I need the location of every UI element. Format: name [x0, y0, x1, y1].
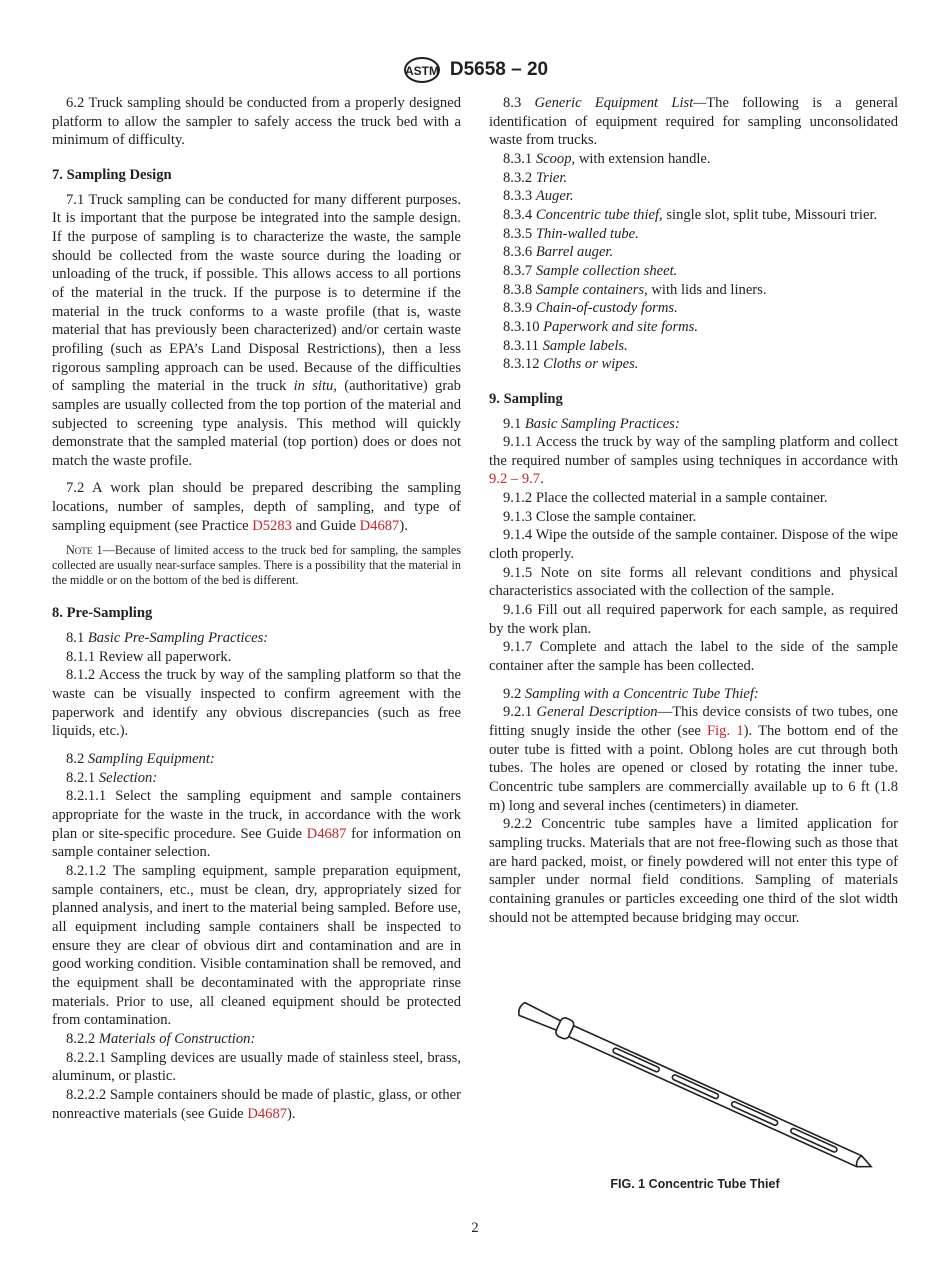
text-run: 8.2 — [66, 751, 88, 768]
text-run: with extension handle. — [575, 150, 711, 167]
text-run: with lids and liners. — [647, 281, 767, 298]
note-label: Note — [66, 543, 93, 558]
paragraph — [52, 769, 461, 788]
paragraph — [52, 479, 461, 535]
italic-text: Materials of Construction: — [98, 1030, 256, 1047]
text-run: 9.1 — [503, 415, 525, 432]
paragraph — [489, 206, 898, 225]
note — [52, 543, 461, 588]
page-number: 2 — [471, 1220, 479, 1236]
paragraph — [489, 243, 898, 262]
paragraph — [489, 150, 898, 169]
text-run: —This device consists of two tubes, one fitting snugly inside the other (see — [489, 704, 898, 739]
paragraph — [52, 1049, 461, 1086]
paragraph — [489, 187, 898, 206]
italic-text: Auger. — [535, 188, 574, 205]
italic-text: Basic Pre-Sampling Practices: — [87, 630, 269, 647]
text-run: 8.1.1 Review all paperwork. — [66, 648, 232, 665]
text-run: 9.1.6 Fill out all required paperwork for each sample, as required by the work plan. — [489, 602, 898, 637]
paragraph — [489, 601, 898, 638]
text-run: 8.3.1 — [503, 150, 536, 167]
text-run: The following is a general identification of equipment required for sampling unconsolidated waste from trucks. — [489, 95, 899, 149]
paragraph — [489, 508, 898, 527]
italic-text: Concentric tube thief, — [535, 206, 663, 223]
text-run: 9.2.2 Concentric tube samples have a limited application for sampling trucks. Materials that are not free-flowing such as those that are hard packed, moist, or finely powdered will not enter this type of sampler under normal field conditions. Sampling of materials containing granules or particles exceeding one third of the slot width should not be attempted because bridging may occur. — [489, 816, 898, 926]
paragraph — [52, 787, 461, 862]
text-run: 8.2.1.2 The sampling equipment, sample preparation equipment, sample containers, etc., must be clean, dry, appropriately sized for planned analysis, and inert to the material being sampled. Before use, all equipment including sample containers shall be inspected to ensure they are clear of obvious dirt and contamination and are in good working condition. Visible contamination shall be removed, and the equipment shall be decontaminated with the appropriate rinse materials. Prior to use, all cleaned equipment should be protected from contamination. — [52, 862, 461, 1029]
italic-text: Generic Equipment List— — [534, 95, 707, 111]
italic-text: Sample collection sheet. — [535, 262, 678, 279]
paragraph — [489, 433, 898, 489]
paragraph — [489, 355, 898, 374]
right-column — [489, 94, 898, 927]
text-run: 7.2 A work plan should be prepared describing the sampling locations, number of samples, depth of sampling, and type of sampling equipment (see Practice — [52, 480, 461, 534]
paragraph — [52, 750, 461, 769]
paragraph — [489, 815, 898, 927]
text-run: 9.1.3 Close the sample container. — [503, 508, 697, 525]
section-heading — [52, 166, 461, 185]
paragraph — [52, 862, 461, 1030]
text-run: 8.1.2 Access the truck by way of the sampling platform so that the waste can be visually inspected to confirm agreement with the paperwork and identify any obvious discrepancies (such as free liquids, etc.). — [52, 667, 461, 740]
text-run: ). The bottom end of the outer tube is fitted with a point. Oblong holes are cut through both tubes. The holes are opened or closed by rotating the inner tube. Concentric tube samplers are commercially available up to 6 ft (1.8 m) long and several inches (centimeters) in diameter. — [489, 723, 898, 814]
italic-text: Sampling Equipment: — [87, 751, 215, 768]
italic-text: in situ — [293, 378, 334, 395]
paragraph — [52, 666, 461, 741]
text-run: 1—Because of limited access to the truck bed for sampling, the samples collected are usually near-surface samples. There is a possibility that the material in the middle or on the bottom of the bed is different. — [52, 543, 461, 588]
italic-text: Basic Sampling Practices: — [524, 415, 680, 432]
text-run: single slot, split tube, Missouri trier. — [662, 206, 878, 223]
paragraph — [489, 337, 898, 356]
text-run: 8.2.2.2 Sample containers should be made of plastic, glass, or other nonreactive materials (see Guide — [52, 1086, 461, 1122]
text-run: 9.1.2 Place the collected material in a sample container. — [503, 490, 828, 507]
text-run: 9.2.1 — [503, 704, 537, 721]
text-run: 8.3.6 — [503, 244, 536, 261]
paragraph — [489, 262, 898, 281]
paragraph — [52, 648, 461, 667]
text-run: 8.3.12 — [503, 356, 544, 373]
paragraph — [489, 299, 898, 318]
text-run: 8.3.5 — [503, 225, 536, 242]
text-run: 8.2.2 — [66, 1030, 99, 1047]
text-run: 7. Sampling Design — [52, 166, 172, 183]
paragraph — [52, 1030, 461, 1049]
section-heading — [489, 390, 898, 409]
italic-text: Trier. — [535, 169, 568, 186]
italic-text: General Description — [536, 704, 658, 721]
text-run: ). — [399, 517, 408, 534]
text-run: 8.3.7 — [503, 262, 536, 279]
italic-text: Thin-walled tube. — [535, 225, 639, 242]
text-run: 9. Sampling — [489, 390, 563, 407]
italic-text: Sampling with a Concentric Tube Thief: — [524, 685, 759, 702]
paragraph — [489, 415, 898, 434]
text-run: 8. Pre-Sampling — [52, 605, 153, 622]
text-run: 8.3.9 — [503, 300, 536, 317]
paragraph — [489, 526, 898, 563]
paragraph — [489, 703, 898, 815]
paragraph — [489, 564, 898, 601]
figure-caption: FIG. 1 Concentric Tube Thief — [610, 1177, 780, 1191]
paragraph — [489, 169, 898, 188]
text-run: 8.3.11 — [503, 337, 543, 354]
paragraph — [489, 225, 898, 244]
text-run: 8.2.1.1 Select the sampling equipment and sample containers appropriate for the waste in the truck, in accordance with the work plan or site-specific procedure. See Guide — [52, 788, 461, 842]
text-run: 8.3.8 — [503, 281, 536, 298]
text-run: 8.3.4 — [503, 206, 536, 223]
paragraph — [489, 638, 898, 675]
reference-link[interactable]: D4687 — [359, 517, 400, 534]
paragraph — [489, 94, 898, 150]
text-run: 8.3.3 — [503, 188, 536, 205]
italic-text: Selection: — [98, 769, 158, 786]
italic-text: Sample labels. — [542, 337, 628, 354]
left-column — [52, 94, 461, 1123]
text-run: ). — [287, 1105, 296, 1122]
concentric-tube-thief-illustration — [500, 995, 890, 1175]
text-run: 9.2 — [503, 685, 525, 702]
text-run: 6.2 Truck sampling should be conducted from a properly designed platform to allow the sampler to safely access the truck bed with a minimum of difficulty. — [52, 95, 461, 149]
text-run: 7.1 Truck sampling can be conducted for many different purposes. It is important that the purpose be integrated into the sample design. If the purpose of sampling is to characterize the waste, the sample should be collected from the waste source during the loading or unloading of the truck, if possible. This allows access to all portions of the material in the truck. If the purpose is to determine if the material in the truck conforms to a waste profile (that is, waste material that has previously been characterized) and/or certain waste profiling (such as EPA’s Land Disposal Restrictions), then a less rigorous sampling approach can be used. Because of the difficulties of sampling the material in the truck — [52, 191, 461, 395]
text-run: 8.3 — [503, 95, 535, 111]
reference-link[interactable]: D4687 — [306, 825, 347, 842]
italic-text: Sample containers, — [535, 281, 648, 298]
text-run: 9.1.5 Note on site forms all relevant conditions and physical characteristics associated with the collection of the sample. — [489, 564, 898, 600]
reference-link[interactable]: Fig. 1 — [707, 723, 744, 739]
paragraph — [489, 281, 898, 300]
text-run: 9.1.1 Access the truck by way of the sampling platform and collect the required number of samples using techniques in accordance with — [489, 434, 898, 469]
paragraph — [489, 489, 898, 508]
figure-1 — [500, 995, 890, 1205]
reference-link[interactable]: D4687 — [247, 1105, 288, 1122]
text-run: 8.2.1 — [66, 769, 99, 786]
standard-designation: D5658 – 20 — [449, 59, 549, 80]
italic-text: Barrel auger. — [535, 244, 614, 261]
text-run: 8.1 — [66, 630, 88, 647]
section-heading — [52, 604, 461, 623]
text-run: 8.3.10 — [503, 318, 544, 335]
text-run: 8.2.2.1 Sampling devices are usually made of stainless steel, brass, aluminum, or plastic. — [52, 1049, 461, 1085]
italic-text: Cloths or wipes. — [543, 356, 639, 373]
italic-text: Chain-of-custody forms. — [535, 300, 678, 317]
text-run: , (authoritative) grab samples are usually collected from the top portion of the material and subjected to screening type analysis. This method will quickly demonstrate that the sampled material (top portion) does or does not match the waste profile. — [52, 378, 461, 469]
astm-logo-icon — [402, 56, 442, 84]
paragraph — [52, 191, 461, 471]
reference-link[interactable]: D5283 — [252, 517, 292, 534]
text-run: . — [540, 471, 544, 488]
reference-link[interactable]: 9.2 – 9.7 — [489, 471, 541, 488]
paragraph — [52, 1086, 461, 1123]
text-run: for information on sample container selection. — [52, 825, 461, 861]
text-run: 9.1.7 Complete and attach the label to the side of the sample container after the sample has been collected. — [489, 639, 898, 675]
italic-text: Paperwork and site forms. — [543, 318, 698, 335]
svg-text:ASTM: ASTM — [404, 64, 439, 78]
text-run: 8.3.2 — [503, 169, 536, 186]
text-run: 9.1.4 Wipe the outside of the sample container. Dispose of the wipe cloth properly. — [489, 527, 898, 563]
paragraph — [489, 685, 898, 704]
page-header — [0, 56, 950, 84]
text-run: and Guide — [291, 517, 360, 534]
paragraph — [52, 94, 461, 150]
paragraph — [489, 318, 898, 337]
italic-text: Scoop, — [535, 150, 576, 167]
paragraph — [52, 629, 461, 648]
